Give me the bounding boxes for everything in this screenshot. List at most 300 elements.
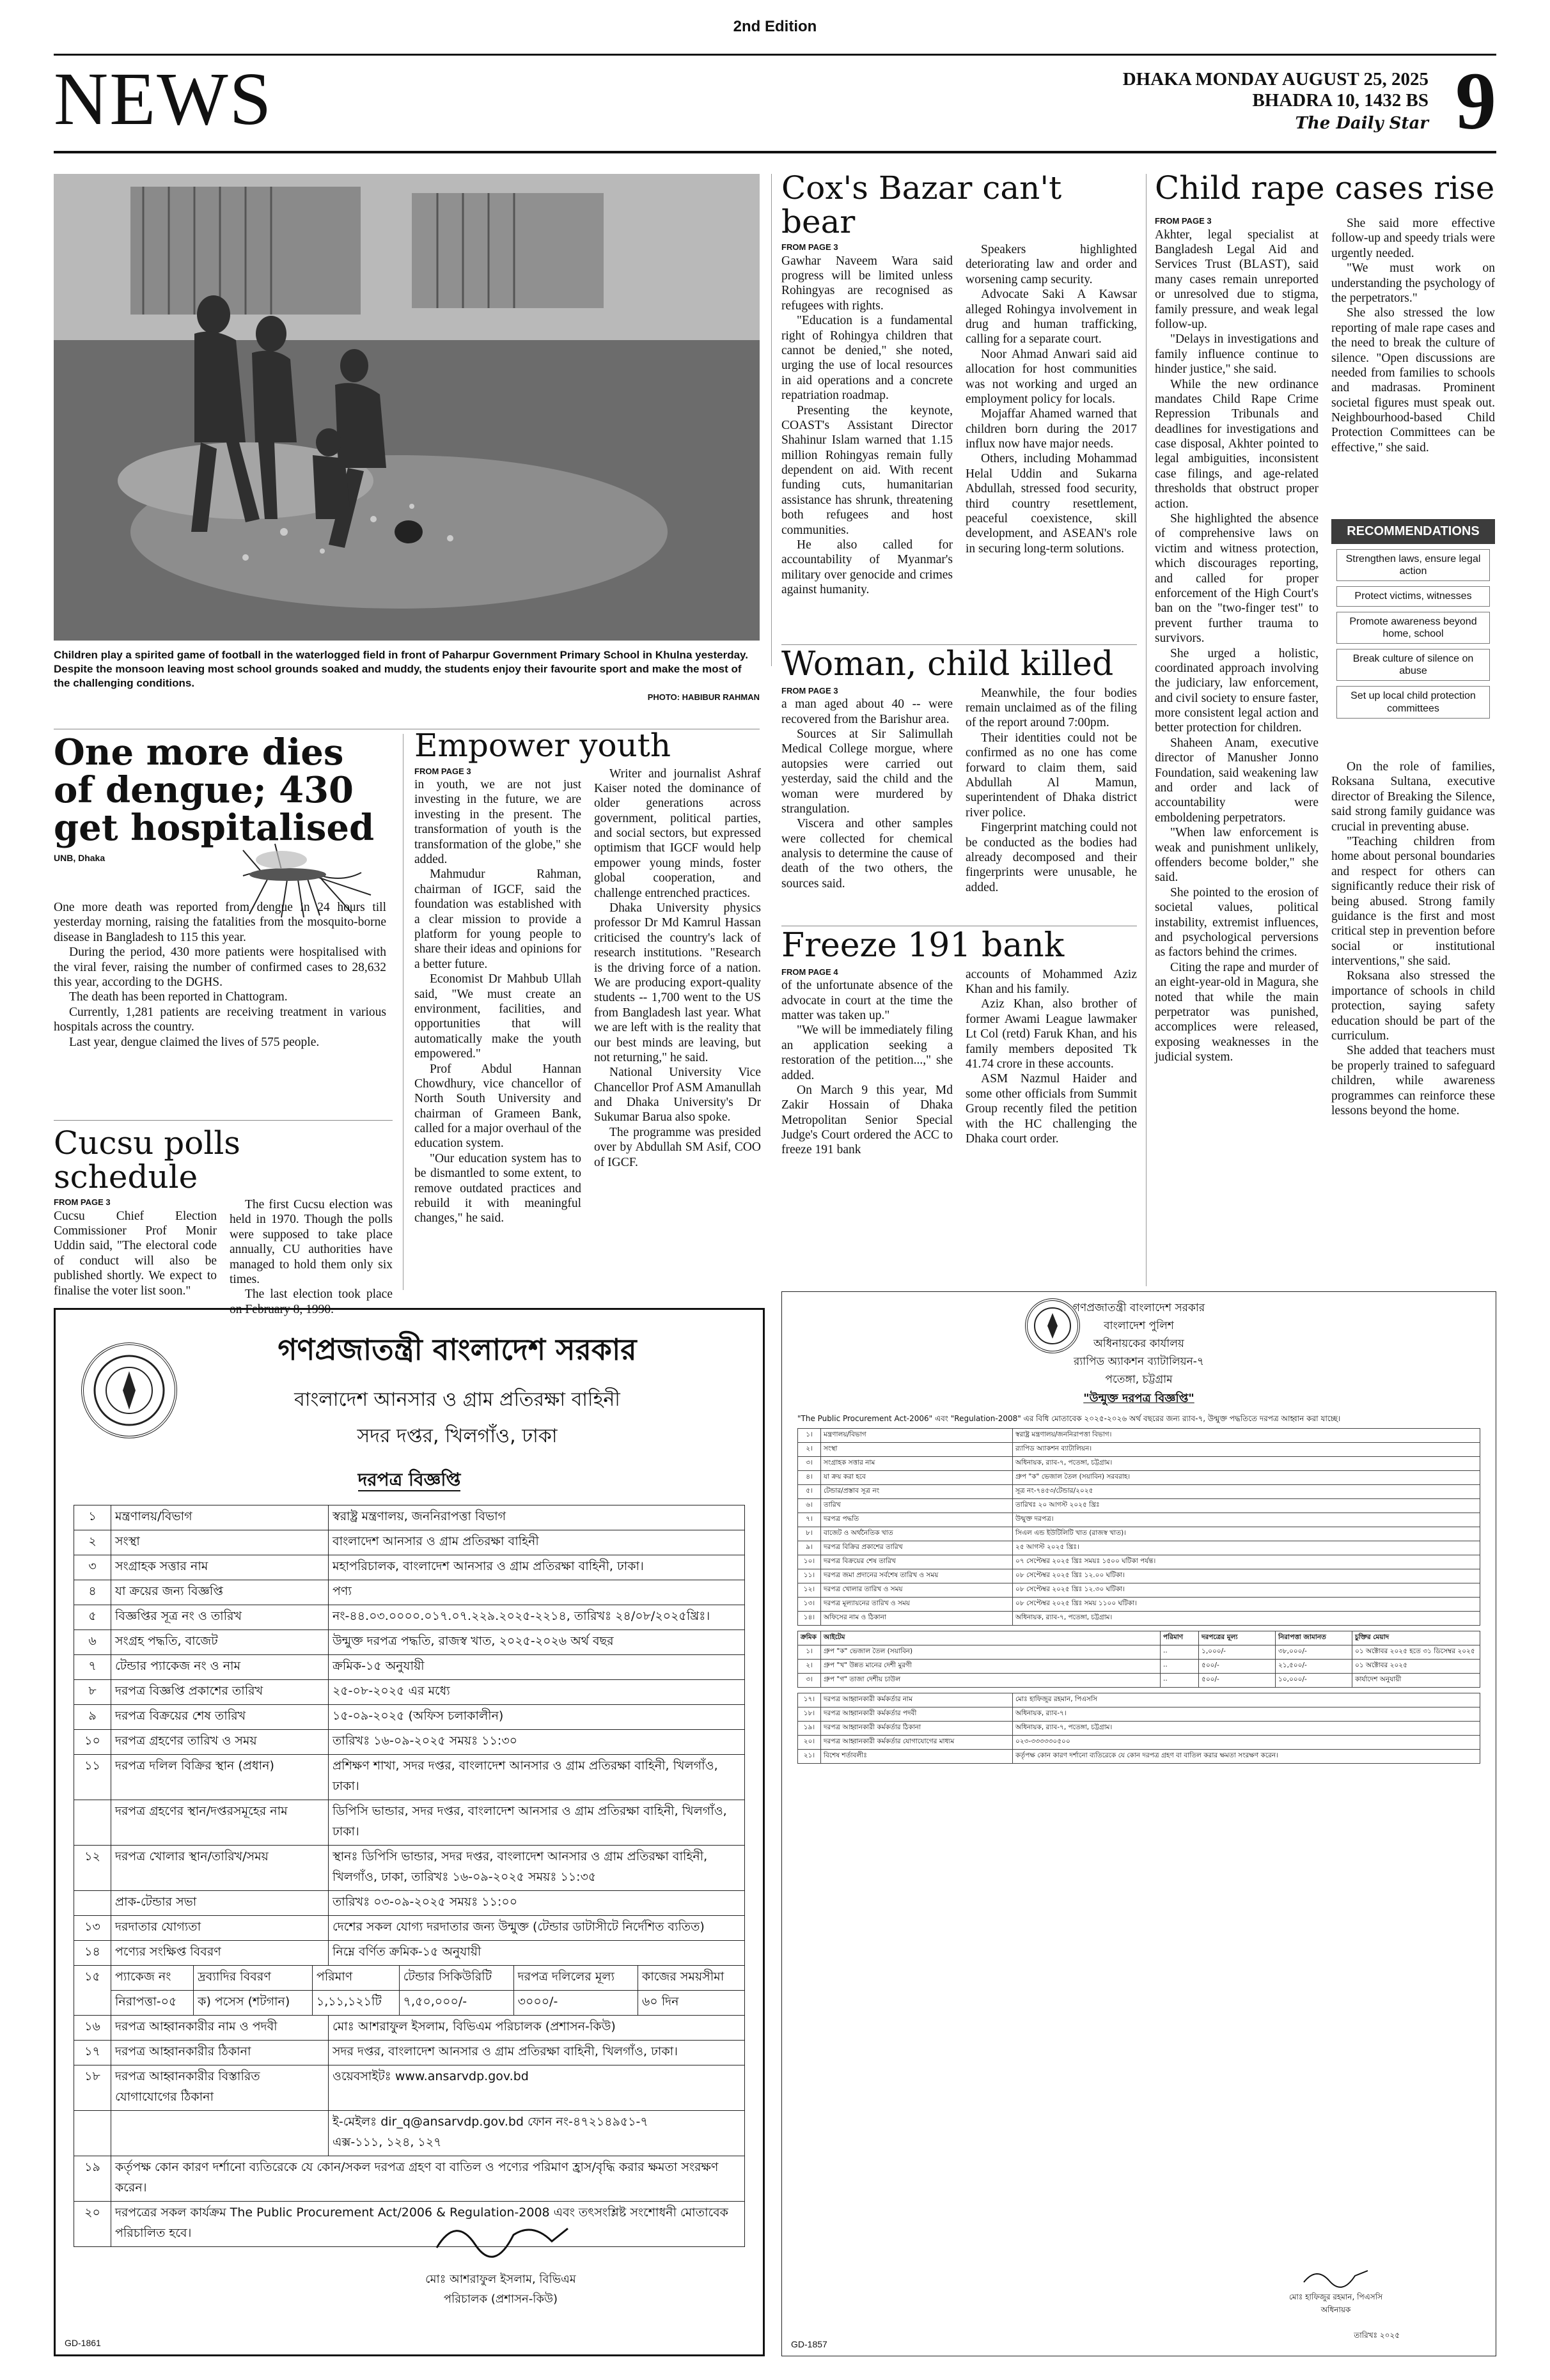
table-cell: ৫ (74, 1605, 111, 1630)
freeze-article (781, 928, 1137, 1158)
empower-para: Writer and journalist Ashraf Kaiser noted the dominance of older generations across government, political parties, and social sectors, but expressed optimism that IGCF would help empower young minds, foster global cooperation, and challenge entrenched practices. (594, 766, 761, 900)
table-cell: দরপত্র আহ্বানকারী কর্মকর্তার নাম (821, 1693, 1013, 1707)
ad2-notice-title: "উন্মুক্ত দরপত্র বিজ্ঞপ্তি" (1083, 1392, 1194, 1405)
table-row (798, 1456, 1480, 1470)
table-cell: দরপত্র পদ্ধতি (821, 1513, 1013, 1527)
table-cell: দরপত্র আহ্বানকারী কর্মকর্তার ঠিকানা (821, 1721, 1013, 1735)
table-cell: ১১। (798, 1569, 821, 1583)
table-cell: দরপত্র আহ্বানকারীর ঠিকানা (111, 2041, 329, 2065)
table-row (798, 1442, 1480, 1456)
childrape-para: "Delays in investigations and family influence continue to hinder justice," she said. (1155, 332, 1319, 377)
empower-para: The programme was presided over by Abdullah SM Asif, COO of IGCF. (594, 1125, 761, 1169)
table-header-cell: ক্রমিক (798, 1631, 821, 1645)
table-cell: ৩ (74, 1555, 111, 1580)
police-seal-icon (1025, 1298, 1080, 1353)
table-cell: ০২৩-৩৩৩৩৩০৫০০ (1013, 1735, 1480, 1749)
table-cell: র‍্যাপিড অ্যাকশন ব্যাটালিয়ন। (1013, 1442, 1480, 1456)
cucsu-col2 (230, 1197, 393, 1317)
table-cell: ২১। (798, 1749, 821, 1763)
cucsu-para: Cucsu Chief Election Commissioner Prof Monir Uddin said, "The electoral code of conduct will also be published shortly. We expect to finalise the voter list soon." (54, 1209, 217, 1298)
coxs-col2 (966, 242, 1137, 598)
table-cell: বিশেষ শর্তাবলীঃ (821, 1749, 1013, 1763)
childrape-para: Citing the rape and murder of an eight-year-old in Magura, she noted that while the main perpetrator was punished, accomplices were released, exposing weaknesses in the judicial system. (1155, 960, 1319, 1064)
freeze-para: "We will be immediately filing an application seeking a restoration of the petition...," she added. (781, 1023, 953, 1082)
table-row (798, 1693, 1480, 1707)
childrape-para: She said more effective follow-up and speedy trials were urgently needed. (1331, 217, 1495, 260)
table-cell: ১৮। (798, 1707, 821, 1721)
table-cell: ৩৮,০০০/- (1276, 1645, 1352, 1659)
table-cell: ৭। (798, 1513, 821, 1527)
table-cell: গ্রুপ "ক" ভেজাল তৈল (সয়াবিন) সরবরাহ। (1013, 1470, 1480, 1484)
dateline (1123, 69, 1429, 112)
table-cell: উন্মুক্ত দরপত্র। (1013, 1513, 1480, 1527)
table-cell: ১২। (798, 1583, 821, 1597)
pkg-head: টেন্ডার সিকিউরিটি (399, 1966, 513, 1991)
recommendation-item: Set up local child protection committees (1336, 686, 1490, 718)
pkg-head: কাজের সময়সীমা (638, 1966, 744, 1991)
coxs-para: "Education is a fundamental right of Rohingya children that cannot be denied," she noted, urging the use of local resources in aid operations and a concrete repatriation roadmap. (781, 314, 953, 403)
table-cell: সংস্থা (821, 1442, 1013, 1456)
ad1-num19: ১৯ (74, 2156, 111, 2202)
woman-para: Their identities could not be confirmed as no one has come forward to claim them, said Abdullah Al Mamun, superintendent of Dhaka district river police. (966, 731, 1137, 820)
ad1-notice-title: দরপত্র বিজ্ঞপ্তি (357, 1469, 461, 1490)
dengue-headline: One more dies of dengue; 430 get hospitalised (54, 731, 375, 849)
childrape-col1 (1155, 216, 1319, 1064)
coxs-para: Gawhar Naveem Wara said progress will be limited unless Rohingyas are recognised as refugees with rights. (781, 254, 953, 313)
table-cell: ১৩ (74, 1916, 111, 1941)
table-header-cell: দরপত্রের মূল্য (1199, 1631, 1276, 1645)
table-row (798, 1470, 1480, 1484)
table-cell: তারিখঃ ২০ আগস্ট ২০২৫ খ্রিঃ (1013, 1498, 1480, 1513)
table-cell: সিএল এন্ড ইউটিলিটি খাত (রাজস্ব খাত)। (1013, 1527, 1480, 1541)
table-row (798, 1749, 1480, 1763)
table-row (74, 1846, 745, 1891)
table-cell: ৫। (798, 1484, 821, 1498)
cucsu-para: The first Cucsu election was held in 1970. Though the polls were supposed to take place annually, CU authorities have managed to hold them only six times. (230, 1198, 393, 1286)
childrape-para: She urged a holistic, coordinated approach involving the judiciary, law enforcement, and civil society to ensure faster, more consistent legal action and better protection for children. (1155, 646, 1319, 735)
woman-headline: Woman, child killed (781, 645, 1114, 683)
childrape-para: "We must work on understanding the psychology of the perpetrators." (1331, 261, 1495, 305)
ad1-sign-name: মোঃ আশরাফুল ইসলাম, বিভিএম (425, 2273, 576, 2286)
table-cell: পণ্য (329, 1580, 745, 1605)
table-row (74, 1941, 745, 1966)
table-cell: বাংলাদেশ আনসার ও গ্রাম প্রতিরক্ষা বাহিনী (329, 1530, 745, 1555)
recommendation-item: Protect victims, witnesses (1336, 586, 1490, 606)
table-cell: ৪। (798, 1470, 821, 1484)
childrape-para: Shaheen Anam, executive director of Manusher Jonno Foundation, said weakening law and order and lack of accountability were emboldening perpetrators. (1155, 736, 1319, 825)
dengue-para: Last year, dengue claimed the lives of 575 people. (69, 1035, 320, 1049)
table-cell: টেন্ডার/প্রস্তাব সূত্র নং (821, 1484, 1013, 1498)
table-row (798, 1583, 1480, 1597)
table-cell: অধিনায়ক, র‍্যাব-৭, পতেঙ্গা, চট্টগ্রাম। (1013, 1611, 1480, 1625)
table-cell: ১,০০০/- (1199, 1645, 1276, 1659)
table-cell: দেশের সকল যোগ্য দরদাতার জন্য উন্মুক্ত (টেন্ডার ডাটাসীটে নির্দেশিত ব্যতিত) (329, 1916, 745, 1941)
ad1-signature-block (379, 2209, 622, 2310)
recommendation-item: Promote awareness beyond home, school (1336, 612, 1490, 644)
table-cell: ২০। (798, 1735, 821, 1749)
table-row (74, 2041, 745, 2065)
ad1-num15: ১৫ (74, 1966, 111, 2016)
empower-headline: Empower youth (414, 727, 671, 764)
ad1-title: গণপ্রজাতন্ত্রী বাংলাদেশ সরকার (278, 1332, 637, 1367)
ad2-sign-name: মোঃ হাফিজুর রহমান, পিএসসি (1288, 2292, 1383, 2301)
table-cell: ৭ (74, 1655, 111, 1680)
cucsu-para: The last election took place on February 8, 1990. (230, 1287, 393, 1316)
table-row (74, 1580, 745, 1605)
coxs-para: Speakers highlighted deteriorating law and order and worsening camp security. (966, 243, 1137, 286)
ad2-sign-post: অধিনায়ক (1320, 2305, 1351, 2314)
ad1-row19: কর্তৃপক্ষ কোন কারণ দর্শানো ব্যতিরেকে যে কোন/সকল দরপত্র গ্রহণ বা বাতিল ও পণ্যের পরিমাণ হ্রাস/বৃদ্ধি করার ক্ষমতা সংরক্ষণ করেন। (111, 2156, 745, 2202)
table-row (798, 1428, 1480, 1442)
table-row (798, 1659, 1480, 1673)
cucsu-article (54, 1126, 393, 1317)
table-cell: গ্রুপ "খ" উন্নত মানের দেশী মুরগী (821, 1659, 1161, 1673)
empower-para: Mahmudur Rahman, chairman of IGCF, said the foundation was established with a clear mission to provide a platform for young people to share their ideas and opinions for a better future. (414, 867, 581, 971)
table-row (74, 1530, 745, 1555)
table-cell: নিম্নে বর্ণিত ক্রমিক-১৫ অনুযায়ী (329, 1941, 745, 1966)
table-cell: .. (1161, 1645, 1199, 1659)
table-row (798, 1721, 1480, 1735)
coxs-from: FROM PAGE 3 (781, 242, 838, 252)
dengue-para: One more death was reported from dengue in 24 hours till yesterday morning, raising the fatalities from the mosquito-borne disease in Bangladesh to 115 this year. (54, 901, 386, 944)
table-cell: দরপত্র দলিল বিক্রির স্থান (প্রধান) (111, 1755, 329, 1800)
childrape-para: She pointed to the erosion of societal values, political instability, extremist influences, and psychological perversions as factors behind the crimes. (1155, 885, 1319, 960)
table-row (74, 1800, 745, 1846)
table-cell: মন্ত্রণালয়/বিভাগ (111, 1505, 329, 1530)
table-header-cell: পরিমাণ (1161, 1631, 1199, 1645)
table-cell: .. (1161, 1659, 1199, 1673)
childrape-article (1155, 171, 1496, 205)
childrape-para: While the new ordinance mandates Child Rape Crime Repression Tribunals and deadlines for investigations and case disposal, Akhter pointed to legal ambiguities, inconsistent case filings, and age-related thresholds that obstruct proper action. (1155, 377, 1319, 511)
edition-label: 2nd Edition (733, 18, 817, 35)
table-cell: ১ (74, 1505, 111, 1530)
empower-para: Dhaka University physics professor Dr Md Kamrul Hassan criticised the country's lack of research institutions. "Research is the driving force of a nation. We are producing export-quality students -- 1,700 went to the US from Bangladesh last year. What we are left with is the reality that our best minds are leaving, but not returning," he said. (594, 901, 761, 1064)
signature-icon (1297, 2263, 1374, 2289)
table-cell: ১০ (74, 1730, 111, 1755)
table-cell: অধিনায়ক, র‍্যাব-৭, পতেঙ্গা, চট্টগ্রাম। (1013, 1456, 1480, 1470)
table-cell: মোঃ হাফিজুর রহমান, পিএসসি (1013, 1693, 1480, 1707)
ad2-table-3 (797, 1693, 1480, 1764)
table-cell: ওয়েবসাইটঃ www.ansarvdp.gov.bd (329, 2065, 745, 2111)
empower-para: Prof Abdul Hannan Chowdhury, vice chancellor of North South University and chairman of Grameen Bank, called for a major overhaul of the education system. (414, 1062, 581, 1151)
ad2-line2: বাংলাদেশ পুলিশ (1104, 1319, 1174, 1332)
pkg-cell: ক) পসেস (শটগান) (194, 1991, 313, 2016)
ad2-line4: র‍্যাপিড অ্যাকশন ব্যাটালিয়ন-৭ (1073, 1355, 1204, 1368)
table-cell: মহাপরিচালক, বাংলাদেশ আনসার ও গ্রাম প্রতিরক্ষা বাহিনী, ঢাকা। (329, 1555, 745, 1580)
woman-from: FROM PAGE 3 (781, 685, 838, 696)
table-cell: সংগ্রাহক সত্তার নাম (111, 1555, 329, 1580)
table-cell: ২। (798, 1442, 821, 1456)
table-cell: ২ (74, 1530, 111, 1555)
table-cell: প্রশিক্ষণ শাখা, সদর দপ্তর, বাংলাদেশ আনসার ও গ্রাম প্রতিরক্ষা বাহিনী, খিলগাঁও, ঢাকা। (329, 1755, 745, 1800)
childrape-col2 (1331, 216, 1495, 455)
ad1-row20: দরপত্রের সকল কার্যক্রম The Public Procurement Act/2006 & Regulation-2008 এবং তৎসংশ্লিষ্ট সংশোধনী মোতাবেক পরিচালিত হবে। (111, 2202, 745, 2247)
table-cell: দরপত্র গ্রহণের তারিখ ও সময় (111, 1730, 329, 1755)
table-cell: স্বরাষ্ট্র মন্ত্রণালয়/জননিরাপত্তা বিভাগ। (1013, 1428, 1480, 1442)
woman-para: Viscera and other samples were collected for chemical analysis to determine the cause of death of the two others, the sources said. (781, 817, 953, 891)
table-header-cell: চুক্তির মেয়াদ (1352, 1631, 1480, 1645)
table-cell: কর্তৃপক্ষ কোন কারণ দর্শানো ব্যতিরেকে যে কোন দরপত্র গ্রহণ বা বাতিল করার ক্ষমতা সংরক্ষণ করেন। (1013, 1749, 1480, 1763)
table-header-cell: আইটেম (821, 1631, 1161, 1645)
table-cell: উন্মুক্ত দরপত্র পদ্ধতি, রাজস্ব খাত, ২০২৫-২০২৬ অর্থ বছর (329, 1630, 745, 1655)
table-row (798, 1541, 1480, 1555)
pkg-cell: ১,১১,১২১টি (312, 1991, 399, 2016)
woman-para: Fingerprint matching could not be conducted as the bodies had already decomposed and their fingerprints were unusable, he added. (966, 821, 1137, 894)
cucsu-col1 (54, 1197, 217, 1317)
page-number: 9 (1455, 56, 1496, 146)
photo-caption (54, 648, 760, 704)
table-cell: ডিপিসি ভান্ডার, সদর দপ্তর, বাংলাদেশ আনসার ও গ্রাম প্রতিরক্ষা বাহিনী, খিলগাঁও, ঢাকা। (329, 1800, 745, 1846)
table-row (74, 1916, 745, 1941)
ad1-ext: এক্স-১১১, ১২৪, ১২৭ (333, 2135, 442, 2149)
table-cell: ১৯। (798, 1721, 821, 1735)
empower-article (414, 729, 761, 1226)
table-cell: ০১ অক্টোবর ২০২৫ হতে ৩১ ডিসেম্বর ২০২৫ (1352, 1645, 1480, 1659)
table-cell: দরপত্র আহ্বানকারী কর্মকর্তার যোগাযোগের মাধ্যম (821, 1735, 1013, 1749)
table-cell: ১৭ (74, 2041, 111, 2065)
freeze-para: accounts of Mohammed Aziz Khan and his family. (966, 967, 1137, 996)
table-cell: ৪ (74, 1580, 111, 1605)
table-cell: ৩। (798, 1456, 821, 1470)
childrape-para: Akhter, legal specialist at Bangladesh Legal Aid and Services Trust (BLAST), said many cases remain unreported or unresolved due to stigma, family pressure, and weak legal follow-up. (1155, 228, 1319, 331)
coxs-para: Others, including Mohammad Helal Uddin and Sukarna Abdullah, stressed food security, third country resettlement, peaceful coexistence, skill development, and ASEAN's role in securing long-term solutions. (966, 452, 1137, 556)
table-row (74, 1655, 745, 1680)
table-cell: ১৪ (74, 1941, 111, 1966)
table-row (74, 1605, 745, 1630)
table-cell: দরপত্র জমা প্রদানের সর্বশেষ তারিখ ও সময় (821, 1569, 1013, 1583)
childrape-para: She also stressed the low reporting of male rape cases and the need to break the culture of silence. "Open discussions are needed from families to schools and madrasas. Prominent societal figures must speak out. Neighbourhood-based Child Protection Committees can be effective," she said. (1331, 306, 1495, 455)
table-cell: ১৭। (798, 1693, 821, 1707)
ad2-intro: "The Public Procurement Act-2006" এবং "Regulation-2008" এর বিধি মোতাবেক ২০২৫-২০২৬ অর্থ বছরের জন্য র‍্যাব-৭, উন্মুক্ত পদ্ধতিতে দরপত্র আহ্বান করা যাচ্ছে। (797, 1414, 1341, 1423)
table-cell: ০৮ সেপ্টেম্বর ২০২৫ খ্রিঃ সময় ১১০০ ঘটিকা। (1013, 1597, 1480, 1611)
freeze-col1 (781, 967, 953, 1158)
table-row (798, 1569, 1480, 1583)
table-cell: তারিখঃ ১৬-০৯-২০২৫ সময়ঃ ১১:৩০ (329, 1730, 745, 1755)
table-cell: অধিনায়ক, র‍্যাব-৭। (1013, 1707, 1480, 1721)
table-cell: .. (1161, 1673, 1199, 1687)
header-rule-bottom (54, 151, 1496, 153)
pkg-cell: নিরাপত্তা-০৫ (111, 1991, 194, 2016)
table-cell: দরপত্র বিজ্ঞপ্তি প্রকাশের তারিখ (111, 1680, 329, 1705)
recommendations-box (1331, 519, 1495, 719)
table-cell: ১১ (74, 1755, 111, 1800)
table-cell (74, 1800, 111, 1846)
freeze-from: FROM PAGE 4 (781, 967, 838, 977)
ansar-tender-ad (54, 1308, 765, 2356)
pkg-cell: ৩০০০/- (513, 1991, 638, 2016)
ad1-address: সদর দপ্তর, খিলগাঁও, ঢাকা (357, 1425, 558, 1447)
dengue-para: Currently, 1,281 patients are receiving treatment in various hospitals across the country. (54, 1005, 386, 1034)
table-row (74, 2016, 745, 2041)
coxs-para: Mojaffar Ahamed warned that children born during the 2017 influx now have major needs. (966, 407, 1137, 451)
table-cell: দরপত্র আহ্বানকারী কর্মকর্তার পদবী (821, 1707, 1013, 1721)
table-cell: বাজেট ও অর্থনৈতিক খাত (821, 1527, 1013, 1541)
table-row (798, 1527, 1480, 1541)
photo-credit: PHOTO: HABIBUR RAHMAN (647, 692, 760, 703)
empower-para: in youth, we are not just investing in the future, we are investing in the present. The transformation of youth is the transformation of the globe," she added. (414, 778, 581, 867)
childrape-para: She highlighted the absence of comprehensive laws on victim and witness protection, which discourages reporting, and called for proper enforcement of the High Court's ban on the "two-finger test" to prevent further trauma to survivors. (1155, 512, 1319, 646)
signature-icon (424, 2209, 577, 2267)
ad1-gd-code: GD-1861 (65, 2338, 101, 2348)
table-cell: ১। (798, 1645, 821, 1659)
coxs-col1 (781, 242, 953, 598)
table-cell: ০৮ সেপ্টেম্বর ২০২৫ খ্রিঃ ১২.৩০ ঘটিকা। (1013, 1583, 1480, 1597)
empower-para: Economist Dr Mahbub Ullah said, "We must create an environment, facilities, and opportunities that will automatically make the youth empowered." (414, 972, 581, 1061)
cucsu-from: FROM PAGE 3 (54, 1197, 111, 1207)
dengue-byline: UNB, Dhaka (54, 853, 106, 864)
table-cell: অফিসের নাম ও ঠিকানা (821, 1611, 1013, 1625)
coxs-para: He also called for accountability of Myanmar's military over genocide and crimes against humanity. (781, 538, 953, 597)
football-photo (54, 174, 760, 641)
empower-col1 (414, 766, 581, 1226)
dengue-para: The death has been reported in Chattogram. (69, 990, 288, 1004)
freeze-col2 (966, 967, 1137, 1158)
woman-para: Sources at Sir Salimullah Medical College morgue, where autopsies were carried out yesterday, said the child and the woman were murdered by strangulation. (781, 727, 953, 816)
pkg-head: দরপত্র দলিলের মূল্য (513, 1966, 638, 1991)
table-cell: ১৮ (74, 2065, 111, 2111)
table-row (798, 1611, 1480, 1625)
table-cell: কার্যাদেশ অনুযায়ী (1352, 1673, 1480, 1687)
recommendation-item: Break culture of silence on abuse (1336, 649, 1490, 681)
woman-article (781, 647, 1137, 895)
dengue-body (54, 900, 386, 1050)
table-row (798, 1707, 1480, 1721)
childrape-para: On the role of families, Roksana Sultana, executive director of Breaking the Silence, said strong family guidance was crucial in preventing abuse. (1331, 760, 1495, 834)
pkg-head: প্যাকেজ নং (111, 1966, 194, 1991)
table-cell: ০৮ সেপ্টেম্বর ২০২৫ খ্রিঃ ১২.০০ ঘটিকা। (1013, 1569, 1480, 1583)
bangla-date-text: BHADRA 10, 1432 BS (1252, 90, 1429, 111)
table-row (798, 1484, 1480, 1498)
table-cell: নং-৪৪.০৩.০০০০.০১৭.০৭.২২৯.২০২৫-২২১৪, তারিখঃ ২৪/০৮/২০২৫খ্রিঃ। (329, 1605, 745, 1630)
table-cell: ১০। (798, 1555, 821, 1569)
column-rule (1146, 174, 1147, 1286)
table-cell: ৮ (74, 1680, 111, 1705)
table-cell: দরপত্র খোলার স্থান/তারিখ/সময় (111, 1846, 329, 1891)
table-cell: ২১,৫০০/- (1276, 1659, 1352, 1673)
table-row (798, 1513, 1480, 1527)
table-cell: স্বরাষ্ট্র মন্ত্রণালয়, জননিরাপত্তা বিভাগ (329, 1505, 745, 1530)
table-cell: বিজ্ঞপ্তির সূত্র নং ও তারিখ (111, 1605, 329, 1630)
table-cell: ৯। (798, 1541, 821, 1555)
table-cell: দরপত্র আহ্বানকারীর নাম ও পদবী (111, 2016, 329, 2041)
table-row (74, 1505, 745, 1530)
table-cell: ৩। (798, 1673, 821, 1687)
ad1-sign-post: পরিচালক (প্রশাসন-কিউ) (443, 2292, 558, 2306)
table-cell: গ্রুপ "ক" ভেজাল তৈল (সয়াবিন) (821, 1645, 1161, 1659)
table-cell: সংগ্রাহক সত্তার নাম (821, 1456, 1013, 1470)
coxs-headline: Cox's Bazar can't bear (781, 169, 1062, 240)
table-cell: দরপত্র গ্রহণের স্থান/দপ্তরসমূহের নাম (111, 1800, 329, 1846)
table-cell: মন্ত্রণালয়/বিভাগ (821, 1428, 1013, 1442)
table-cell: ১০,০০০/- (1276, 1673, 1352, 1687)
ad2-gd-code: GD-1857 (791, 2339, 827, 2349)
table-cell: যা ক্রয় করা হবে (821, 1470, 1013, 1484)
pkg-cell: ৭,৫০,০০০/- (399, 1991, 513, 2016)
table-cell: ক্রমিক-১৫ অনুযায়ী (329, 1655, 745, 1680)
table-cell: প্রাক-টেন্ডার সভা (111, 1891, 329, 1916)
rab-tender-ad (781, 1291, 1496, 2356)
ad2-line3: অধিনায়কের কার্যালয় (1093, 1337, 1184, 1350)
table-row (74, 2065, 745, 2111)
table-cell: ১৬ (74, 2016, 111, 2041)
table-row (798, 1498, 1480, 1513)
table-cell: তারিখঃ ০৩-০৯-২০২৫ সময়ঃ ১১:০০ (329, 1891, 745, 1916)
table-cell: ০১ অক্টোবর ২০২৫ (1352, 1659, 1480, 1673)
table-row (798, 1645, 1480, 1659)
pkg-head: পরিমাণ (312, 1966, 399, 1991)
table-row (74, 1755, 745, 1800)
coxs-para: Noor Ahmad Anwari said aid allocation for host communities was not working and urged an employment policy for locals. (966, 347, 1137, 406)
table-cell: দরপত্র মূল্যায়নের তারিখ ও সময় (821, 1597, 1013, 1611)
table-cell: দরপত্র খোলার তারিখ ও সময় (821, 1583, 1013, 1597)
woman-para: Meanwhile, the four bodies remain unclaimed as of the filing of the report around 7:00pm. (966, 686, 1137, 730)
empower-para: "Our education system has to be dismantled to some extent, to remove outdated practices and rebuild it with meaningful changes," he said. (414, 1151, 581, 1225)
table-row (798, 1735, 1480, 1749)
table-cell: ৬। (798, 1498, 821, 1513)
ad1-package-table (74, 1965, 745, 2016)
coxs-article (781, 171, 1137, 598)
table-cell: দরদাতার যোগ্যতা (111, 1916, 329, 1941)
childrape-from: FROM PAGE 3 (1155, 216, 1212, 226)
ad1-table (74, 1505, 745, 1966)
table-cell: পণ্যের সংক্ষিপ্ত বিবরণ (111, 1941, 329, 1966)
table-cell: স্থানঃ ডিপিসি ভান্ডার, সদর দপ্তর, বাংলাদেশ আনসার ও গ্রাম প্রতিরক্ষা বাহিনী, খিলগাঁও, ঢাকা, তারিখঃ ১৬-০৯-২০২৫ সময়ঃ ১১:৩৫ (329, 1846, 745, 1891)
table-cell: সংগ্রহ পদ্ধতি, বাজেট (111, 1630, 329, 1655)
childrape-para: "Teaching children from home about personal boundaries and respect for others can significantly reduce their risk of being abused. Strong family guidance is the first and most critical step in prevention before social or institutional interventions," she said. (1331, 834, 1495, 968)
table-cell: দরপত্র বিক্রয়ের শেষ তারিখ (821, 1555, 1013, 1569)
section-title: NEWS (54, 57, 273, 141)
empower-para: National University Vice Chancellor Prof ASM Amanullah and Dhaka University's Dr Sukumar Barua also spoke. (594, 1066, 761, 1124)
table-row (74, 1680, 745, 1705)
divider (54, 1120, 393, 1121)
ad1-email: ই-মেইলঃ dir_q@ansarvdp.gov.bd ফোন নং-৪৭২১৪৯৫১-৭ (333, 2115, 648, 2129)
table-cell: ৬ (74, 1630, 111, 1655)
table-cell: ৫০০/- (1199, 1659, 1276, 1673)
header-rule (54, 54, 1496, 56)
recommendations-title: RECOMMENDATIONS (1331, 519, 1495, 544)
table-cell: যা ক্রয়ের জন্য বিজ্ঞপ্তি (111, 1580, 329, 1605)
table-header-cell: নিরাপত্তা জামানত (1276, 1631, 1352, 1645)
childrape-col2-tail (1331, 759, 1495, 1118)
table-cell: মোঃ আশরাফুল ইসলাম, বিভিএম পরিচালক (প্রশাসন-কিউ) (329, 2016, 745, 2041)
table-cell: ৫০০/- (1199, 1673, 1276, 1687)
coxs-para: Advocate Saki A Kawsar alleged Rohingya involvement in drug and human trafficking, calling for a separate court. (966, 288, 1137, 346)
freeze-para: Aziz Khan, also brother of former Awami League lawmaker Lt Col (retd) Faruk Khan, and his family members deposited Tk 41.74 crore in these accounts. (966, 997, 1137, 1071)
table-row (74, 1730, 745, 1755)
table-cell: সংস্থা (111, 1530, 329, 1555)
freeze-para: On March 9 this year, Md Zakir Hossain of Dhaka Metropolitan Senior Special Judge's Court ordered the ACC to freeze 191 bank (781, 1083, 953, 1157)
table-cell: দরপত্র আহ্বানকারীর বিস্তারিত যোগাযোগের ঠিকানা (111, 2065, 329, 2111)
table-cell: ২। (798, 1659, 821, 1673)
table-row (798, 1555, 1480, 1569)
ad2-signature-block (1253, 2263, 1419, 2317)
freeze-para: of the unfortunate absence of the advocate in court at the time the matter was taken up." (781, 979, 953, 1022)
table-cell: গ্রুপ "গ" তাজা দেশীয় চাউল (821, 1673, 1161, 1687)
table-cell: টেন্ডার প্যাকেজ নং ও নাম (111, 1655, 329, 1680)
ad1-org: বাংলাদেশ আনসার ও গ্রাম প্রতিরক্ষা বাহিনী (294, 1388, 620, 1411)
table-row (74, 1630, 745, 1655)
empower-col2 (594, 766, 761, 1226)
table-cell: ৯ (74, 1705, 111, 1730)
table-cell: ০৭ সেপ্টেম্বর ২০২৫ খ্রিঃ সময়ঃ ১৫০০ ঘটিকা পর্যন্ত। (1013, 1555, 1480, 1569)
ad2-table (797, 1428, 1480, 1626)
woman-col2 (966, 686, 1137, 895)
table-cell (74, 1891, 111, 1916)
table-row (74, 1891, 745, 1916)
freeze-headline: Freeze 191 bank (781, 926, 1065, 965)
ad2-line5: পতেঙ্গা, চট্টগ্রাম (1105, 1373, 1173, 1386)
table-cell: দরপত্র বিক্রয়ের শেষ তারিখ (111, 1705, 329, 1730)
